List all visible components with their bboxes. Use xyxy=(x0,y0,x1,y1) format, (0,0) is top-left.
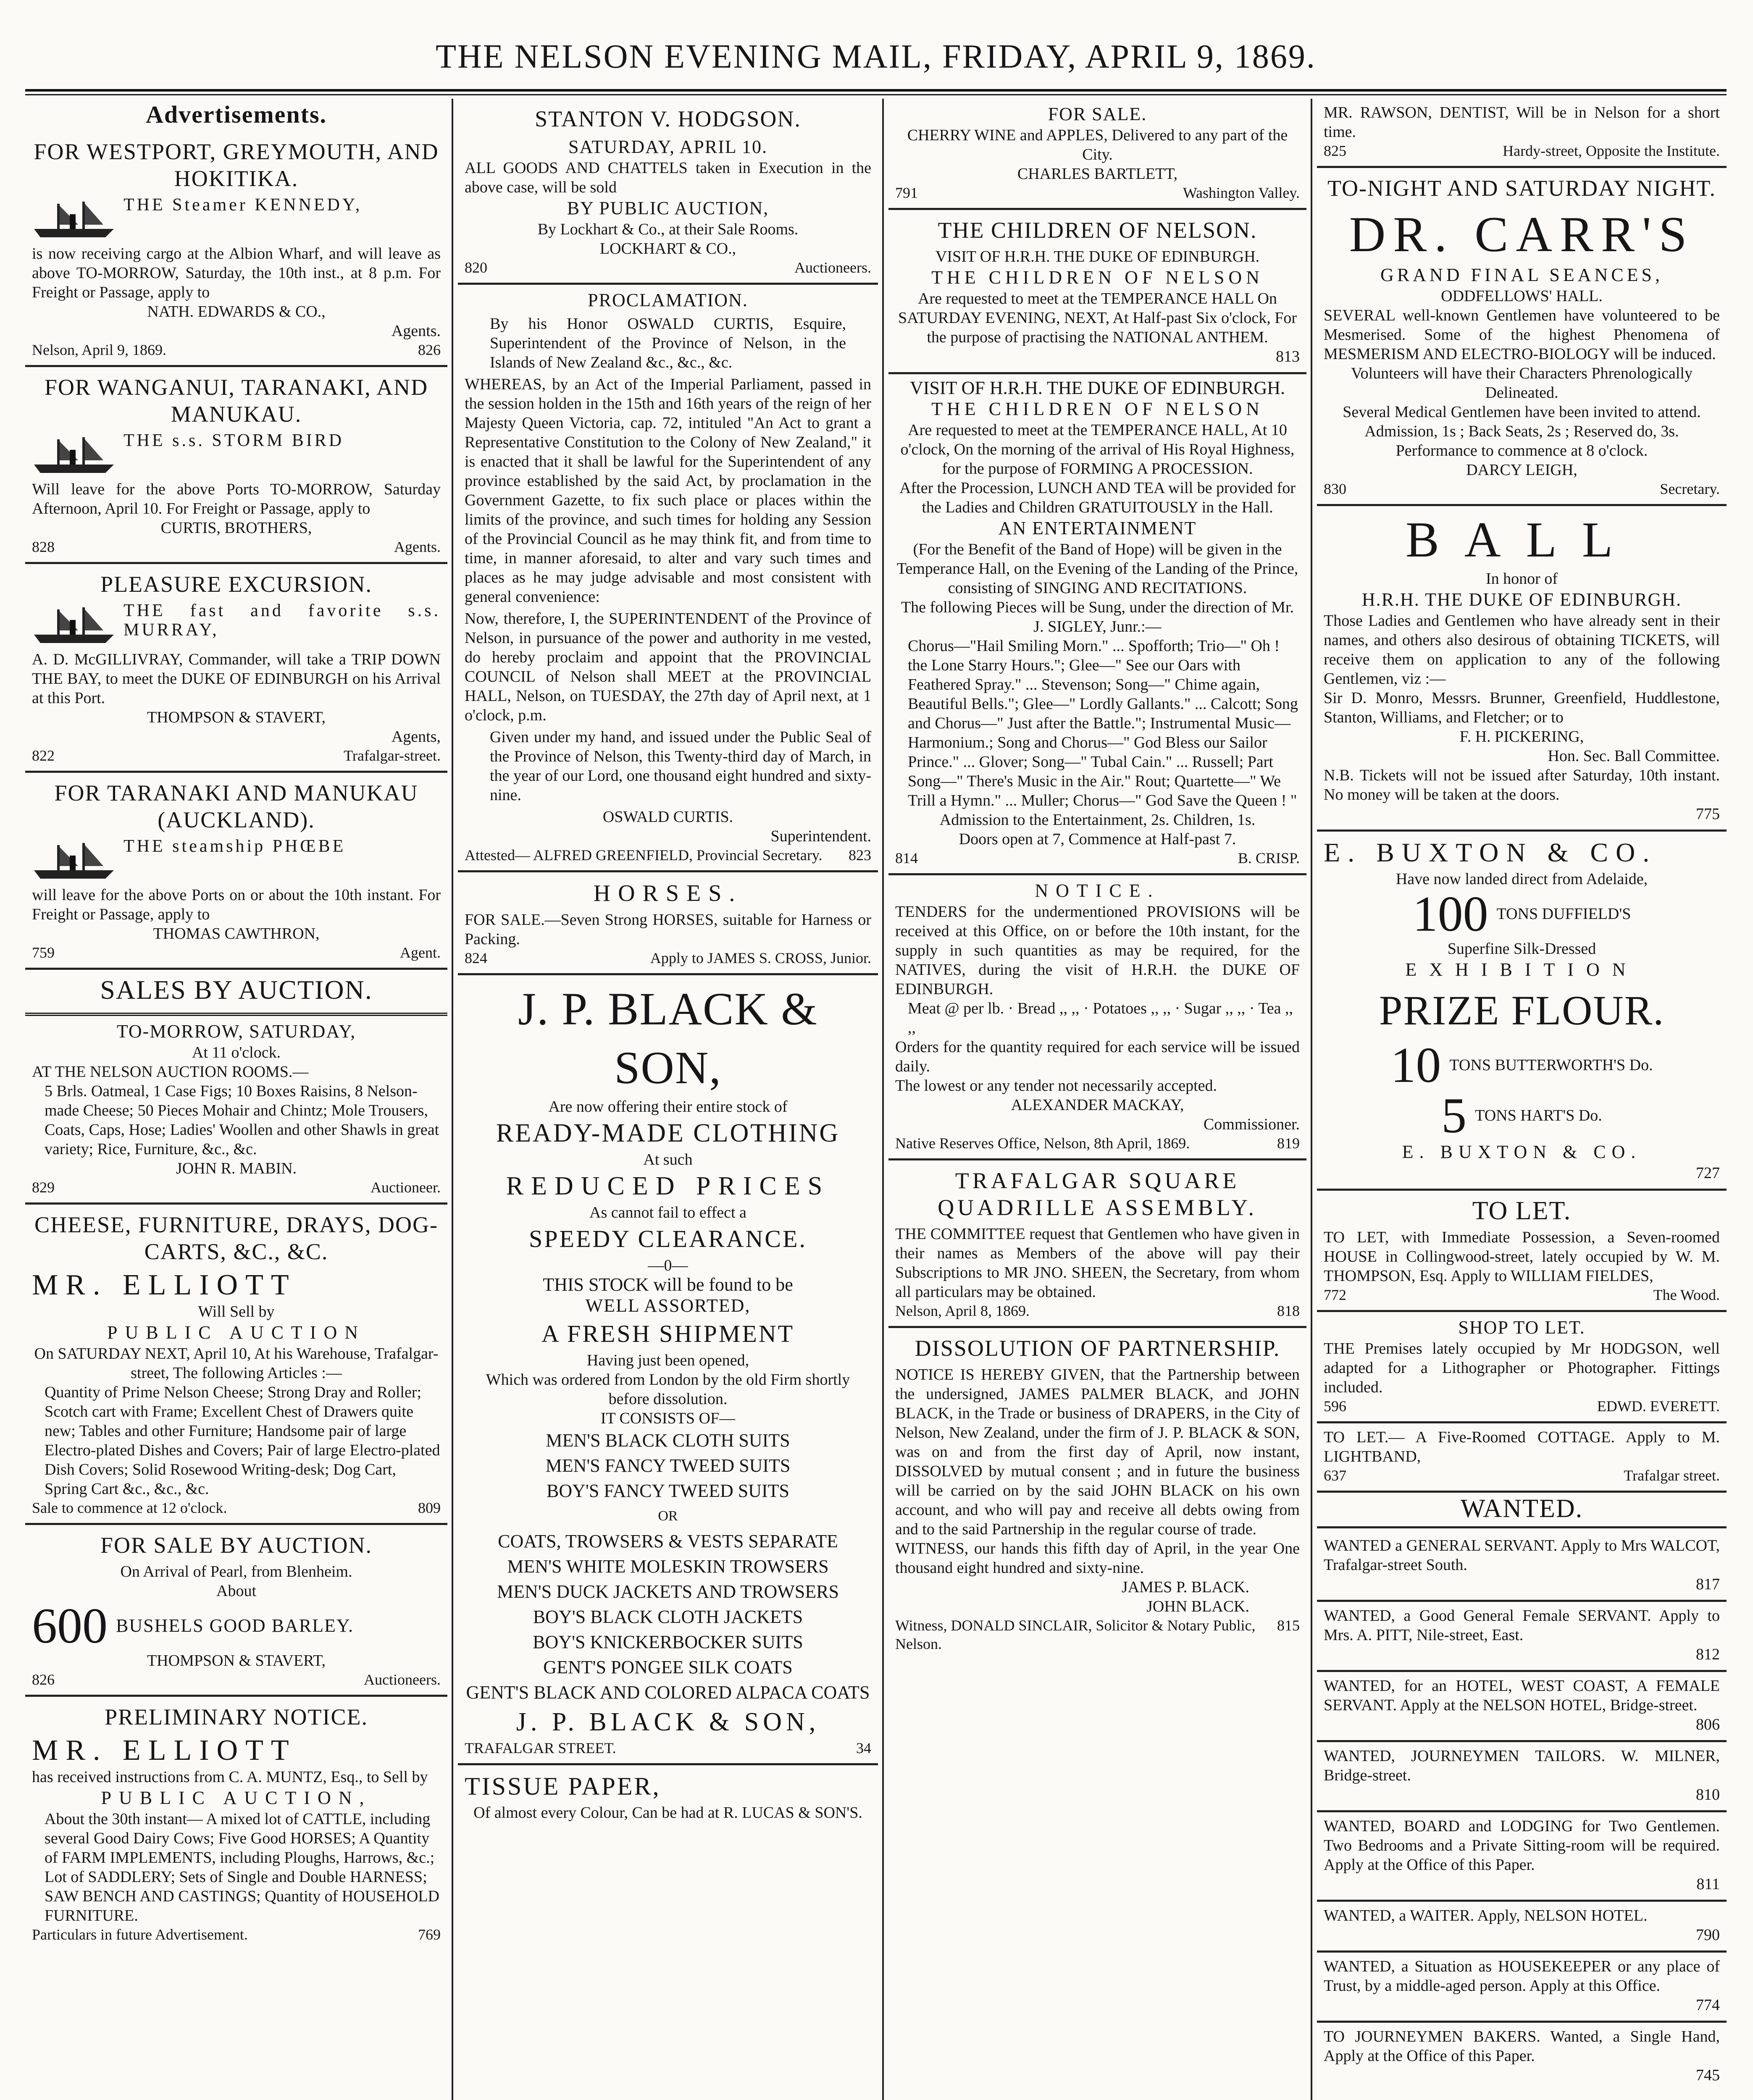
ad-title: TRAFALGAR SQUARE QUADRILLE ASSEMBLY. xyxy=(938,1168,1257,1220)
ad-mabin xyxy=(25,1016,447,1205)
ad-number: 817 xyxy=(1696,1575,1720,1593)
agent-role: Agent. xyxy=(400,944,441,961)
ad-cheese xyxy=(25,1205,447,1525)
ad-items: 5 Brls. Oatmeal, 1 Case Figs; 10 Boxes Raisins, 8 Nelson-made Cheese; 50 Pieces Mohair and Chintz; Mole Trousers, Coats, Caps, Hose; Ladies' Woollen and other Shawls in great variety; Rice, Furniture, &c., &c. xyxy=(45,1082,439,1158)
ad-number: 806 xyxy=(1696,1716,1720,1733)
column-2 xyxy=(458,99,878,2100)
ad-body: MR. RAWSON, DENTIST, Will be in Nelson for a short time. xyxy=(1324,104,1720,141)
ad-by: By Lockhart & Co., at their Sale Rooms. xyxy=(537,220,799,238)
masthead: THE NELSON EVENING MAIL, FRIDAY, APRIL 9, 1869. xyxy=(436,38,1316,75)
wanted-ad xyxy=(1317,1602,1727,1672)
ad-title: FOR SALE BY AUCTION. xyxy=(100,1533,373,1558)
ad-number: 34 xyxy=(856,1740,871,1756)
ad-address: Hardy-street, Opposite the Institute. xyxy=(1503,142,1720,159)
exhibition: EXHIBITION xyxy=(1405,959,1638,980)
ad-number: 815 xyxy=(1277,1617,1300,1634)
item-duffield: TONS DUFFIELD'S xyxy=(1496,905,1631,923)
reduced-prices: REDUCED PRICES xyxy=(506,1172,830,1200)
agent-name: THOMAS CAWTHRON, xyxy=(153,925,320,942)
clothing-item: GENT'S BLACK AND COLORED ALPACA COATS xyxy=(466,1682,870,1703)
column-rule xyxy=(1311,99,1312,2100)
agent-name: THOMPSON & STAVERT, xyxy=(147,1652,326,1670)
ad-body: has received instructions from C. A. MUNTZ, Esq., to Sell by xyxy=(32,1768,428,1786)
column-1 xyxy=(25,99,447,2100)
lowest-tender: The lowest or any tender not necessarily accepted. xyxy=(895,1077,1217,1095)
ad-body: ALL GOODS AND CHATTELS taken in Execution in the above case, will be sold xyxy=(465,159,871,196)
agent-role: Auctioneers. xyxy=(794,259,871,276)
barley-goods: BUSHELS GOOD BARLEY. xyxy=(116,1615,354,1636)
proclamation-text: WHEREAS, by an Act of the Imperial Parliament, passed in the session holden in the 15th and 16th years of the reign of her Majesty Queen Victoria, cap. 72, intituled "An Act to grant a Representative Constitution to the Colony of New Zealand," it is enacted that it shall be lawful for the Superintendent of any province established by the said Act, by proclamation in the Government Gazette, to fix such place or places within the limits of the province, and such times for holding any Session of the Provincial Council as he may think fit, and from time to time, in manner aforesaid, to alter and vary such times and places as he may judge advisable and most consistent with general convenience: xyxy=(465,375,871,606)
consists-of: IT CONSISTS OF— xyxy=(600,1410,736,1427)
ad-sale xyxy=(888,99,1306,210)
quantity-duffield: 100 xyxy=(1412,886,1488,942)
item-hart: TONS HART'S Do. xyxy=(1475,1107,1602,1124)
ad-number: 818 xyxy=(1277,1302,1300,1319)
ad-address: The Wood. xyxy=(1653,1286,1720,1303)
ad-title: HORSES. xyxy=(593,880,743,906)
in-honor: In honor of xyxy=(1486,570,1558,588)
ad-address: Trafalgar street. xyxy=(1624,1467,1720,1484)
column-rule xyxy=(882,99,884,2100)
agent-role: Agents. xyxy=(394,538,441,555)
ad-number: 775 xyxy=(1696,805,1720,823)
ad-horses xyxy=(458,872,878,975)
nota-bene: N.B. Tickets will not be issued after Saturday, 10th instant. No money will be taken at the doors. xyxy=(1324,766,1720,803)
firm-street: TRAFALGAR STREET. xyxy=(465,1740,616,1756)
wanted-ad xyxy=(1317,1742,1727,1812)
ship-name: THE fast and favorite s.s. MURRAY, xyxy=(124,601,441,640)
agent-name: CURTIS, BROTHERS, xyxy=(160,519,312,537)
ad-children-1 xyxy=(888,210,1306,374)
hall: ODDFELLOWS' HALL. xyxy=(1441,287,1603,305)
barley-quantity: 600 xyxy=(32,1598,108,1654)
offering: Are now offering their entire stock of xyxy=(548,1098,788,1116)
ad-number: 826 xyxy=(418,341,441,358)
ad-quadrille xyxy=(888,1160,1306,1328)
signature: OSWALD CURTIS. xyxy=(602,808,733,826)
auctioneer-name: JOHN R. MABIN. xyxy=(176,1160,297,1177)
firm-name-footer: J. P. BLACK & SON, xyxy=(516,1708,820,1736)
clothing-item: OR xyxy=(658,1508,678,1524)
ad-body: WANTED, a Situation as HOUSEKEEPER or any place of Trust, by a middle-aged person. Apply at this Office. xyxy=(1324,1958,1720,1995)
agent-role: Agents. xyxy=(391,322,441,340)
ready-made-clothing: READY-MADE CLOTHING xyxy=(496,1119,840,1147)
ad-body: THE COMMITTEE request that Gentlemen who have given in their names as Members of the above will pay their Subscriptions to MR JNO. SHEEN, the Secretary, from whom all particulars may be obtained. xyxy=(895,1225,1300,1301)
ad-body: Are requested to meet at the TEMPERANCE HALL, At 10 o'clock, On the morning of the arrival of His Royal Highness, for the purpose of FORMING A PROCESSION. xyxy=(900,421,1295,478)
ad-title: SHOP TO LET. xyxy=(1458,1317,1585,1338)
ad-barley xyxy=(25,1525,447,1697)
wanted-header: WANTED. xyxy=(1317,1495,1727,1528)
landed: Have now landed direct from Adelaide, xyxy=(1396,870,1648,888)
firm-name: E. BUXTON & CO. xyxy=(1324,837,1657,867)
ad-wanganui xyxy=(25,367,447,564)
wanted-ad xyxy=(1317,1532,1727,1602)
ad-items: Quantity of Prime Nelson Cheese; Strong Dray and Roller; Scotch cart with Frame; Excellent Chest of Drawers quite new; Tables and other Furniture; Handsome pair of large Electro-plated Dishes and Covers; Pair of large Electro-plated Dish Covers; Solid Rosewood Writing-desk; Dog Cart, Spring Cart &c., &c., &c. xyxy=(45,1383,440,1498)
ad-body: TENDERS for the undermentioned PROVISIONS will be received at this Office, on or before the 10th instant, for the supply in such quantities as may be required, for the NATIVES, during the visit of H.R.H. the DUKE OF EDINBURGH. xyxy=(895,903,1300,998)
will-sell: Will Sell by xyxy=(198,1303,275,1320)
song-list: Chorus—"Hail Smiling Morn." ... Spofforth; Trio—" Oh ! the Lone Starry Hours."; Glee—" See our Oars with Feathered Spray." ... Stevenson; Song—" Chime again, Beautiful Bells."; Glee—" Lordly Gallants." ... Calcott; Song and Chorus—" Just after the Battle."; Instrumental Music—Harmonium.; Song and Chorus—" God Bless our Sailor Prince." ... Glover; Song—" Tubal Cain." ... Russell; Part Song—" There's Music in the Air." Rout; Quartette—" We Trill a Hymn." ... Muller; Chorus—" God Save the Queen ! " xyxy=(908,637,1298,809)
ad-number: 825 xyxy=(1324,142,1346,159)
seller-name: MR. ELLIOTT xyxy=(32,1269,297,1301)
clothing-item: BOY'S BLACK CLOTH JACKETS xyxy=(533,1606,803,1627)
clothing-item: MEN'S BLACK CLOTH SUITS xyxy=(546,1430,790,1451)
section-title: TO LET. xyxy=(1472,1197,1572,1225)
ad-children-2 xyxy=(888,374,1306,875)
clothing-item: MEN'S DUCK JACKETS AND TROWSERS xyxy=(497,1581,839,1602)
ad-title: FOR TARANAKI AND MANUKAU (AUCKLAND). xyxy=(54,780,418,832)
wanted-ad xyxy=(1317,2023,1727,2091)
office-date: Native Reserves Office, Nelson, 8th April, 1869. xyxy=(895,1135,1190,1152)
entertainment-text: (For the Benefit of the Band of Hope) will be given in the Temperance Hall, on the Evening of the Landing of the Prince, consisting of SINGING AND RECITATIONS. xyxy=(896,541,1298,597)
ad-body: Will leave for the above Ports TO-MORROW, Saturday Afternoon, April 10. For Freight or Passage, apply to xyxy=(32,480,441,517)
ad-number: 813 xyxy=(1276,348,1300,365)
ad-title: FOR WANGANUI, TARANAKI, AND MANUKAU. xyxy=(44,375,428,427)
ad-title: DISSOLUTION OF PARTNERSHIP. xyxy=(915,1336,1280,1361)
ad-notice xyxy=(888,875,1306,1160)
ad-body: CHERRY WINE and APPLES, Delivered to any part of the City. xyxy=(907,126,1288,163)
children-lead: THE CHILDREN OF NELSON xyxy=(931,267,1264,288)
firm-signature: E. BUXTON & CO. xyxy=(1402,1142,1642,1162)
ad-place: AT THE NELSON AUCTION ROOMS.— xyxy=(32,1063,309,1081)
divider: —0— xyxy=(648,1257,688,1274)
ad-number: 814 xyxy=(895,850,918,866)
ad-dissolution xyxy=(888,1328,1306,1659)
ad-number: 810 xyxy=(1696,1786,1720,1803)
ad-number: 769 xyxy=(418,1926,441,1943)
ad-title: PROCLAMATION. xyxy=(588,290,748,310)
ad-body: will leave for the above Ports on or about the 10th instant. For Freight or Passage, apply to xyxy=(32,886,441,923)
ship-name: THE Steamer KENNEDY, xyxy=(124,195,363,215)
apply-to: Apply to JAMES S. CROSS, Junior. xyxy=(650,950,871,966)
ad-taranaki xyxy=(25,773,447,970)
ad-body: WANTED a GENERAL SERVANT. Apply to Mrs WALCOT, Trafalgar-street South. xyxy=(1324,1537,1720,1574)
signature: ALEXANDER MACKAY, xyxy=(1011,1096,1184,1114)
agent-name: LOCKHART & CO., xyxy=(599,240,736,257)
public-auction: PUBLIC AUCTION xyxy=(107,1322,366,1343)
sale-time: Sale to commence at 12 o'clock. xyxy=(32,1499,227,1516)
ad-body: FOR SALE.—Seven Strong HORSES, suitable for Harness or Packing. xyxy=(465,911,871,948)
ad-title: STANTON V. HODGSON. xyxy=(535,106,801,131)
ad-shop xyxy=(1317,1312,1727,1423)
having-opened: Having just been opened, xyxy=(586,1352,749,1369)
performer-name: DR. CARR'S xyxy=(1349,206,1695,262)
ship-name: THE s.s. STORM BIRD xyxy=(124,431,344,450)
ad-number: 790 xyxy=(1696,1926,1720,1944)
steamship-icon xyxy=(32,431,116,477)
speedy-clearance: SPEEDY CLEARANCE. xyxy=(529,1225,807,1252)
agent-role: Agents, xyxy=(391,728,441,746)
proclamation-text-2: Now, therefore, I, the SUPERINTENDENT of the Province of Nelson, in pursuance of the power and authority in me vested, do hereby proclaim and appoint that the PROVINCIAL COUNCIL of Nelson shall MEET at the PROVINCIAL HALL, Nelson, on TUESDAY, the 27th day of April next, at 1 o'clock, p.m. xyxy=(465,610,871,724)
signature-2: JOHN BLACK. xyxy=(1146,1598,1249,1615)
steamship-icon xyxy=(32,837,116,883)
ad-number: 823 xyxy=(849,847,871,864)
ad-title: FOR SALE. xyxy=(1048,104,1147,124)
wanted-ad xyxy=(1317,1812,1727,1902)
ad-buxton xyxy=(1317,832,1727,1191)
ad-number: 811 xyxy=(1696,1875,1720,1893)
signature-1: JAMES P. BLACK. xyxy=(1121,1578,1249,1596)
ad-westport xyxy=(25,131,447,367)
ad-body: THE Premises lately occupied by Mr HODGSON, well adapted for a Lithographer or Photographer. Fittings included. xyxy=(1324,1340,1720,1396)
ad-number: 826 xyxy=(32,1671,55,1688)
clothing-item: MEN'S WHITE MOLESKIN TROWSERS xyxy=(507,1556,829,1577)
ad-black-son xyxy=(458,975,878,1765)
ad-proclamation xyxy=(458,285,878,872)
ad-title: TISSUE PAPER, xyxy=(465,1772,661,1800)
auctioneer-role: Auctioneer. xyxy=(371,1179,441,1196)
ad-body-2: Volunteers will have their Characters Phrenologically Delineated. xyxy=(1351,365,1693,402)
ad-body: TO JOURNEYMEN BAKERS. Wanted, a Single Hand, Apply at the Office of this Paper. xyxy=(1324,2028,1720,2065)
advertisements-header: Advertisements. xyxy=(145,101,327,128)
section-title: SALES BY AUCTION. xyxy=(100,975,373,1005)
doors-open: Doors open at 7, Commence at Half-past 7. xyxy=(959,830,1236,848)
ad-body: WANTED, BOARD and LODGING for Two Gentlemen. Two Bedrooms and a Private Sitting-room will be required. Apply at the Office of this Paper. xyxy=(1324,1817,1720,1874)
ad-body: SEVERAL well-known Gentlemen have volunteered to be Mesmerised. Some of the highest Phenomena of MESMERISM AND ELECTRO-BIOLOGY will be induced. xyxy=(1324,307,1720,363)
particulars-note: Particulars in future Advertisement. xyxy=(32,1926,248,1943)
agent-name: NATH. EDWARDS & CO., xyxy=(147,303,326,320)
seller-name: MR. ELLIOTT xyxy=(32,1734,297,1767)
provision-list: Meat @ per lb. · Bread ,, ,, · Potatoes ,, ,, · Sugar ,, ,, · Tea ,, ,, xyxy=(908,1000,1293,1037)
auction-header xyxy=(25,970,447,1016)
ad-rawson xyxy=(1317,99,1727,168)
about-label: About xyxy=(216,1582,256,1600)
ad-number: 774 xyxy=(1696,1996,1720,2014)
ad-body: NOTICE IS HEREBY GIVEN, that the Partnership between the undersigned, JAMES PALMER BLACK, and JOHN BLACK, in the Trade or business of DRAPERS, in the City of Nelson, New Zealand, under the firm of J. P. BLACK & SON, was on and from the first day of April, now instant, DISSOLVED by mutual consent ; and in future the business will be carried on by the said JOHN BLACK on his own account, and who will pay and receive all debts owing from and to the said Partnership in the regular course of trade. xyxy=(895,1366,1300,1538)
ordered-from: Which was ordered from London by the old Firm shortly before dissolution. xyxy=(486,1371,850,1408)
public-auction: PUBLIC AUCTION, xyxy=(101,1788,372,1808)
visit-of: VISIT OF H.R.H. THE DUKE OF EDINBURGH. xyxy=(909,378,1285,398)
column-3 xyxy=(888,99,1306,2100)
ad-number: 637 xyxy=(1324,1467,1346,1484)
ad-prelim xyxy=(25,1697,447,1950)
ad-body: is now receiving cargo at the Albion Wharf, and will leave as above TO-MORROW, Saturday, the 10th inst., at 8 p.m. For Freight or Passage, apply to xyxy=(32,245,441,301)
ad-time: At 11 o'clock. xyxy=(192,1044,281,1061)
ad-date: Nelson, April 9, 1869. xyxy=(32,341,166,358)
admission: Admission, 1s ; Back Seats, 2s ; Reserved do, 3s. xyxy=(1364,423,1679,440)
wanted-ad xyxy=(1317,1672,1727,1742)
ad-number: 745 xyxy=(1696,2066,1720,2084)
ad-number: 829 xyxy=(32,1179,55,1196)
ad-body: Of almost every Colour, Can be had at R. LUCAS & SON'S. xyxy=(473,1804,862,1822)
clothing-item: GENT'S PONGEE SILK COATS xyxy=(543,1657,793,1677)
item-butterworth: TONS BUTTERWORTH'S Do. xyxy=(1449,1056,1653,1074)
signature: EDWD. EVERETT. xyxy=(1597,1398,1720,1415)
ad-stanton xyxy=(458,99,878,285)
ad-title: TO-MORROW, SATURDAY, xyxy=(116,1021,356,1042)
ad-body: TO LET.— A Five-Roomed COTTAGE. Apply to M. LIGHTBAND, xyxy=(1324,1428,1720,1465)
column-rule xyxy=(452,99,453,2100)
seances-title: GRAND FINAL SEANCES, xyxy=(1380,265,1663,285)
quantity-butterworth: 10 xyxy=(1390,1037,1441,1093)
ad-number: 824 xyxy=(465,950,487,966)
ad-title: TO-NIGHT AND SATURDAY NIGHT. xyxy=(1327,176,1716,201)
ad-number: 791 xyxy=(895,184,918,201)
visit-of: VISIT OF H.R.H. THE DUKE OF EDINBURGH. xyxy=(935,248,1260,265)
ad-cottage xyxy=(1317,1423,1727,1493)
ad-number: 828 xyxy=(32,538,55,555)
firm-name: J. P. BLACK & SON, xyxy=(518,983,818,1093)
entertainment-title: AN ENTERTAINMENT xyxy=(998,518,1197,538)
witness: WITNESS, our hands this fifth day of April, in the year One thousand eight hundred and sixty-nine. xyxy=(895,1540,1300,1577)
ad-when: On SATURDAY NEXT, April 10, At his Warehouse, Trafalgar-street, The following Articles :— xyxy=(34,1345,439,1382)
clothing-item: BOY'S KNICKERBOCKER SUITS xyxy=(533,1632,803,1652)
signature-role: Commissioner. xyxy=(1203,1116,1300,1133)
ad-address: Trafalgar-street. xyxy=(344,747,441,764)
orders-note: Orders for the quantity required for each service will be issued daily. xyxy=(895,1038,1300,1075)
ad-date: SATURDAY, APRIL 10. xyxy=(568,136,768,157)
arrival-note: On Arrival of Pearl, from Blenheim. xyxy=(120,1563,352,1580)
signature-role: Secretary. xyxy=(1660,480,1720,497)
ad-number: 596 xyxy=(1324,1398,1346,1415)
ad-title: NOTICE. xyxy=(1035,880,1160,901)
ad-number: 727 xyxy=(1696,1164,1720,1182)
ad-number: 759 xyxy=(32,944,55,961)
ad-body: WANTED, JOURNEYMEN TAILORS. W. MILNER, Bridge-street. xyxy=(1324,1747,1720,1784)
ad-number: 819 xyxy=(1277,1135,1300,1152)
ad-tolet xyxy=(1317,1191,1727,1312)
ad-carr xyxy=(1317,168,1727,506)
ad-title: PLEASURE EXCURSION. xyxy=(100,572,373,597)
pieces-intro: The following Pieces will be Sung, under the direction of Mr. J. SIGLEY, Junr.:— xyxy=(901,598,1294,635)
ad-body: WANTED, for an HOTEL, WEST COAST, A FEMALE SERVANT. Apply at the NELSON HOTEL, Bridge-street. xyxy=(1324,1677,1720,1714)
ad-number: 822 xyxy=(32,747,55,764)
ad-number: 820 xyxy=(465,259,487,276)
proclamation-given: Given under my hand, and issued under the Public Seal of the Province of Nelson, this Twenty-third day of March, in the year of our Lord, one thousand eight hundred and sixty-nine. xyxy=(490,728,871,804)
after-procession: After the Procession, LUNCH AND TEA will be provided for the Ladies and Children GRATUITOUSLY in the Hall. xyxy=(899,479,1296,516)
steamship-icon xyxy=(32,601,116,647)
cannot-fail: As cannot fail to effect a xyxy=(589,1204,746,1221)
ad-body: WANTED, a WAITER. Apply, NELSON HOTEL. xyxy=(1324,1907,1648,1924)
ad-number: 830 xyxy=(1324,480,1346,497)
ad-tissue xyxy=(458,1765,878,1828)
ad-title: PRELIMINARY NOTICE. xyxy=(105,1704,368,1730)
signature-role: Superintendent. xyxy=(770,827,871,845)
duke: H.R.H. THE DUKE OF EDINBURGH. xyxy=(1361,589,1682,610)
ad-body: Are requested to meet at the TEMPERANCE HALL On SATURDAY EVENING, NEXT, At Half-past Six o'clock, For the purpose of practising the NATIONAL ANTHEM. xyxy=(898,290,1297,346)
masthead-rule-thin xyxy=(25,94,1727,95)
at-such: At such xyxy=(643,1151,693,1168)
steamship-icon xyxy=(32,195,116,242)
children-lead: THE CHILDREN OF NELSON xyxy=(931,399,1264,419)
this-stock: THIS STOCK will be found to be xyxy=(543,1274,793,1295)
wanted-ad xyxy=(1317,1902,1727,1953)
agent-role: Auctioneers. xyxy=(364,1671,441,1688)
well-assorted: WELL ASSORTED, xyxy=(585,1295,751,1316)
masthead-rule xyxy=(25,89,1727,92)
witness-solicitor: Witness, DONALD SINCLAIR, Solicitor & Notary Public, Nelson. xyxy=(895,1617,1256,1652)
public-auction: BY PUBLIC AUCTION, xyxy=(567,198,769,218)
clothing-item: COATS, TROWSERS & VESTS SEPARATE xyxy=(498,1531,838,1551)
ad-number: 809 xyxy=(418,1499,441,1516)
signature: DARCY LEIGH, xyxy=(1466,461,1577,479)
ad-title: THE CHILDREN OF NELSON. xyxy=(938,218,1257,243)
committee-names: Sir D. Monro, Messrs. Brunner, Greenfield, Huddlestone, Stanton, Williams, and Fletcher; or to xyxy=(1324,689,1720,726)
agent-name: THOMPSON & STAVERT, xyxy=(147,709,326,726)
ad-title: FOR WESTPORT, GREYMOUTH, AND HOKITIKA. xyxy=(34,139,439,191)
proclamation-intro: By his Honor OSWALD CURTIS, Esquire, Superintendent of the Province of Nelson, in the Islands of New Zealand &c., &c., &c. xyxy=(490,315,846,371)
ad-title: BALL xyxy=(1405,512,1638,567)
column-4 xyxy=(1317,99,1727,2100)
agent-name: CHARLES BARTLETT, xyxy=(1017,165,1178,183)
signature: B. CRISP. xyxy=(1238,850,1300,866)
prize-flour: PRIZE FLOUR. xyxy=(1379,987,1665,1034)
clothing-item: BOY'S FANCY TWEED SUITS xyxy=(547,1480,789,1501)
attested: Attested— ALFRED GREENFIELD, Provincial Secretary. xyxy=(465,847,823,864)
wanted-ad xyxy=(1317,1953,1727,2023)
ad-number: 812 xyxy=(1696,1646,1720,1663)
ad-number: 772 xyxy=(1324,1286,1346,1303)
ad-body: Those Ladies and Gentlemen who have already sent in their names, and others also desirous of obtaining TICKETS, will receive them on application to any of the following Gentlemen, viz :— xyxy=(1324,612,1720,688)
ad-items: About the 30th instant— A mixed lot of CATTLE, including several Good Dairy Cows; Five Good HORSES; A Quantity of FARM IMPLEMENTS, including Ploughs, Harrows, &c.; Lot of SADDLERY; Sets of Single and Double HARNESS; SAW BENCH AND CASTINGS; Quantity of HOUSEHOLD FURNITURE. xyxy=(45,1810,439,1924)
clothing-item: MEN'S FANCY TWEED SUITS xyxy=(545,1455,791,1476)
admission: Admission to the Entertainment, 2s. Children, 1s. xyxy=(939,811,1256,829)
ad-address: Washington Valley. xyxy=(1183,184,1300,201)
fresh-shipment: A FRESH SHIPMENT xyxy=(541,1320,795,1347)
ad-ball xyxy=(1317,506,1727,832)
ad-body: TO LET, with Immediate Possession, a Seven-roomed HOUSE in Collingwood-street, lately occupied by W. M. THOMPSON, Esq. Apply to WILLIAM FIELDES, xyxy=(1324,1228,1720,1285)
quantity-hart: 5 xyxy=(1441,1087,1467,1143)
ship-name: THE steamship PHŒBE xyxy=(124,837,346,856)
ad-title: CHEESE, FURNITURE, DRAYS, DOG-CARTS, &C., &C. xyxy=(34,1212,439,1264)
signature-role: Hon. Sec. Ball Committee. xyxy=(1548,747,1720,765)
silk-dressed: Superfine Silk-Dressed xyxy=(1447,940,1596,958)
ad-body-3: Several Medical Gentlemen have been invited to attend. xyxy=(1343,403,1701,421)
signature: F. H. PICKERING, xyxy=(1459,728,1584,746)
ad-body: WANTED, a Good General Female SERVANT. Apply to Mrs. A. PITT, Nile-street, East. xyxy=(1324,1607,1720,1644)
performance-time: Performance to commence at 8 o'clock. xyxy=(1396,442,1648,459)
ad-date: Nelson, April 8, 1869. xyxy=(895,1302,1030,1319)
ad-body: A. D. McGILLIVRAY, Commander, will take a TRIP DOWN THE BAY, to meet the DUKE OF EDINBURGH on his Arrival at this Port. xyxy=(32,651,441,707)
ad-pleasure xyxy=(25,564,447,773)
